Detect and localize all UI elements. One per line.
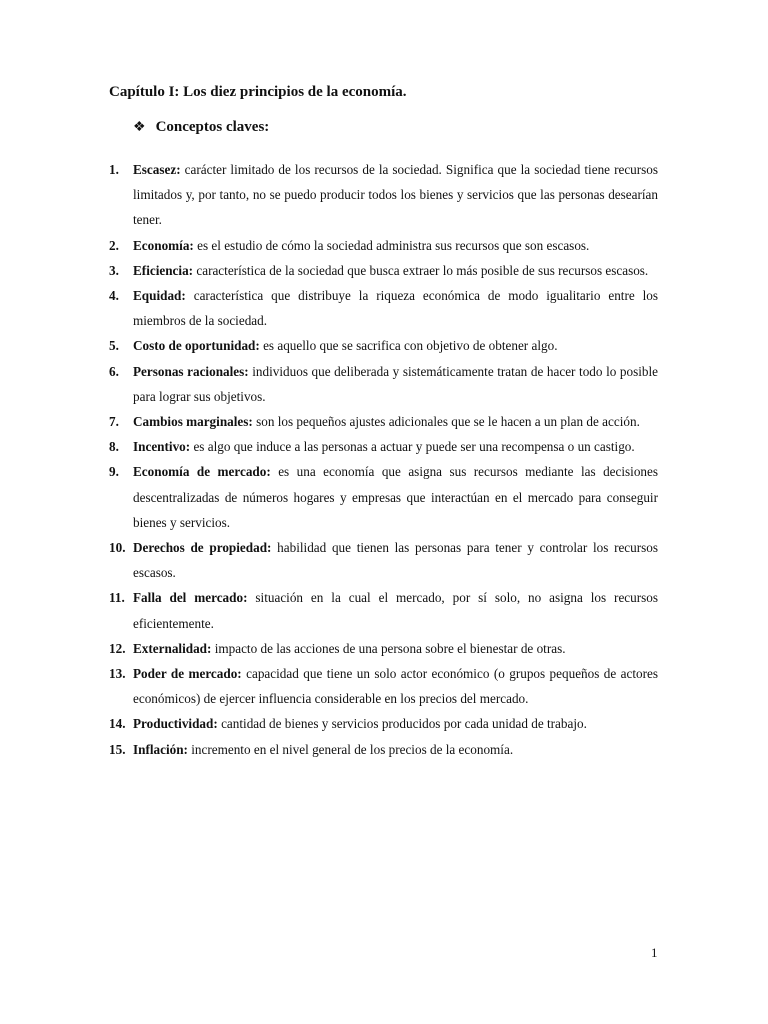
diamond-bullet-icon: ❖ [133, 120, 146, 135]
concept-term: Falla del mercado: [133, 590, 248, 606]
concept-definition: es el estudio de cómo la sociedad administra sus recursos que son escasos. [197, 237, 590, 253]
page-number: 1 [651, 945, 658, 960]
concept-definition: característica que distribuye la riqueza económica de modo igualitario entre los miembros de la sociedad. [133, 288, 659, 329]
item-number: 1. [109, 162, 119, 177]
concept-item [109, 636, 658, 661]
item-number: 7. [109, 414, 119, 430]
concept-item [109, 359, 658, 409]
section-heading-label: Conceptos claves: [155, 119, 270, 135]
concept-item [109, 233, 658, 258]
concept-term: Derechos de propiedad: [133, 540, 272, 556]
concept-item [109, 535, 658, 585]
concept-item [109, 283, 658, 333]
concept-term: Personas racionales: [133, 363, 249, 379]
concept-term: Cambios marginales: [133, 414, 253, 430]
concept-definition: impacto de las acciones de una persona sobre el bienestar de otras. [214, 640, 566, 656]
item-number: 4. [109, 288, 119, 304]
item-number: 13. [109, 666, 126, 682]
item-number: 8. [109, 439, 119, 455]
item-number: 9. [109, 464, 119, 480]
concept-definition: característica de la sociedad que busca extraer lo más posible de sus recursos escasos. [196, 262, 649, 278]
concept-term: Costo de oportunidad: [133, 338, 260, 354]
concept-term: Economía: [133, 237, 194, 253]
concept-item [109, 661, 658, 711]
concept-definition: habilidad que tienen las personas para tener y controlar los recursos escasos. [133, 540, 659, 581]
item-number: 15. [109, 741, 126, 757]
concept-term: Poder de mercado: [133, 666, 242, 682]
concept-definition: es una economía que asigna sus recursos mediante las decisiones descentralizadas de números hogares y empresas que interactúan en el mercado para conseguir bienes y servicios. [133, 464, 658, 530]
concept-item [109, 258, 658, 283]
concept-term: Equidad: [133, 288, 186, 304]
item-number: 10. [109, 540, 126, 556]
concept-term: Eficiencia: [133, 262, 194, 278]
concept-item [109, 157, 658, 233]
concept-list [109, 157, 658, 762]
item-number: 3. [109, 262, 119, 278]
concept-item [109, 333, 658, 358]
item-number: 12. [109, 640, 126, 656]
chapter-title: Capítulo I: Los diez principios de la economía. [109, 84, 407, 100]
concept-definition: es algo que induce a las personas a actuar y puede ser una recompensa o un castigo. [193, 439, 635, 455]
item-number: 6. [109, 363, 119, 379]
concept-definition: carácter limitado de los recursos de la sociedad. Significa que la sociedad tiene recursos limitados y, por tanto, no se puedo producir todos los bienes y servicios que las personas desearían tener. [133, 162, 659, 228]
concept-definition: capacidad que tiene un solo actor económico (o grupos pequeños de actores económicos) de ejercer influencia considerable en los precios del mercado. [133, 666, 658, 707]
section-heading [133, 119, 269, 136]
concept-definition: son los pequeños ajustes adicionales que se le hacen a un plan de acción. [256, 414, 640, 430]
concept-item [109, 711, 658, 736]
concept-definition: incremento en el nivel general de los precios de la economía. [191, 741, 514, 757]
concept-definition: es aquello que se sacrifica con objetivo de obtener algo. [263, 338, 558, 354]
concept-term: Incentivo: [133, 439, 191, 455]
concept-item [109, 737, 658, 762]
item-number: 2. [109, 237, 119, 253]
concept-term: Inflación: [133, 741, 188, 757]
concept-term: Economía de mercado: [133, 464, 271, 480]
concept-definition: cantidad de bienes y servicios producidos por cada unidad de trabajo. [221, 716, 587, 732]
concept-definition: individuos que deliberada y sistemáticamente tratan de hacer todo lo posible para lograr sus objetivos. [133, 363, 659, 404]
concept-term: Externalidad: [133, 640, 212, 656]
concept-term: Escasez: [133, 162, 181, 177]
concept-term: Productividad: [133, 716, 218, 732]
item-number: 14. [109, 716, 126, 732]
concept-item [109, 409, 658, 434]
concept-item [109, 459, 658, 535]
item-number: 5. [109, 338, 119, 354]
concept-definition: situación en la cual el mercado, por sí solo, no asigna los recursos eficientemente. [133, 590, 658, 631]
concept-item [109, 585, 658, 635]
item-number: 11. [109, 590, 125, 606]
concept-item [109, 434, 658, 459]
